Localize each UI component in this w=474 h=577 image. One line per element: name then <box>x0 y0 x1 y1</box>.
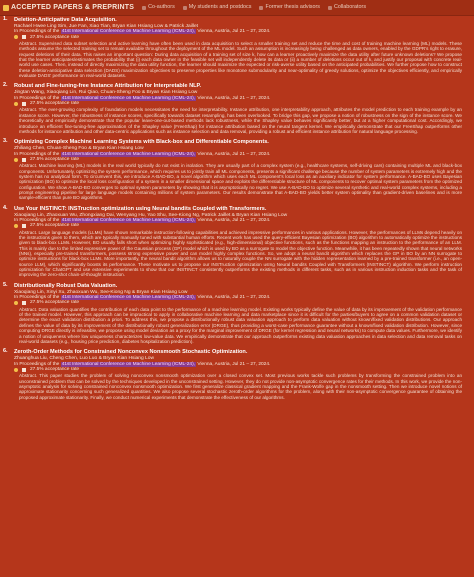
user-icon <box>259 6 263 10</box>
venue-link[interactable]: 41st International Conference on Machine Learning (ICML-24), <box>61 361 196 367</box>
tab-accepted-papers[interactable] <box>0 0 138 15</box>
link-icon[interactable] <box>14 224 18 228</box>
publication-authors: Jingtan Wang, Xiaoqiang Lin, Rui Qiao, Chuan-Sheng Foo & Bryan Kian Hsiang Low <box>14 90 198 96</box>
tab-students-label: My students and postdocs <box>188 3 252 10</box>
acceptance-rate: 27.5% acceptance rate <box>30 223 80 229</box>
venue-link[interactable]: 41st International Conference on Machine Learning (ICML-24), <box>61 95 196 101</box>
publication-abstract: Abstract. Large language models (LLMs) have shown remarkable instruction-following capabilities and achieved impressive performances in various applications. However, the performances of LLMs depend heavily on the instructions given to them, which are typically manually tuned with substantial human efforts. Recent work has used the query-efficient Bayesian optimization (BO) algorithm to automatically optimize the instructions given to black-box LLMs. However, BO usually falls short when optimizing highly sophisticated (e.g., high-dimensional) objective functions, such as the functions mapping an instruction to the performance of an LLM. This is mainly due to the limited expressive power of the Gaussian process (GP) model which is used by BO as a surrogate to model the objective function. Meanwhile, it has been repeatedly shown that neural networks (NNs), especially pre-trained transformers, possess strong expressive power and can model highly complex functions. So, we adopt a neural bandit algorithm which replaces the GP in BO by an NN surrogate to optimize instructions for black-box LLMs. More importantly, the neural bandit algorithm allows us to naturally couple the NN surrogate with the hidden representation learned by a pre-trained transformer (i.e., an open-source LLM), which significantly boosts its performance. These motivate us to propose our INSTruction optimization usIng Neural bandits Coupled with Transformers (INSTINCT) algorithm. We perform instruction optimization for ChatGPT and use extensive experiments to show that our INSTINCT consistently outperforms the existing methods in different tasks, such as in various instruction induction tasks and the task of improving the zero-shot chain-of-thought instruction. <box>19 229 463 278</box>
acceptance-rate: 27.5% acceptance rate <box>30 34 80 40</box>
publication-authors: Xiaoqiang Lin, Xinyi Xu, Zhaoxuan Wu, See-Kiong Ng & Bryan Kian Hsiang Low <box>14 289 188 295</box>
publication-meta <box>14 367 468 372</box>
publication-meta <box>14 223 468 228</box>
venue-prefix: In Proceedings of the <box>14 95 60 101</box>
venue-suffix: Vienna, Austria, Jul 21 – 27, 2024. <box>197 217 271 223</box>
publication-abstract: Abstract. The ever-growing complexity of foundation models necessitates the need for interpretability. Instance attribution, one interpretability approach, attributes the model prediction to each training example by an instance score. However, the robustness of instance scores, specifically towards dataset resampling, has been overlooked. To bridge this gap, we propose a notion of robustness on the sign of the instance score. We theoretically and empirically demonstrate that the popular leave-one-out-based methods lack robustness, while the Shapley value behaves significantly better, but at a higher computational cost. Accordingly, we introduce an efficient fine-tuning-free approximation of the Shapley value (FreeShap) for instance attribution based on the neural tangent kernel. We empirically demonstrate that our FreeShap outperforms other methods for instance attribution and other data-centric applications such as instance selection and data removal, providing a robust and efficient instance attribution for natural language processing. <box>19 107 462 134</box>
venue-link[interactable]: 41st International Conference on Machine Learning (ICML-24), <box>61 295 196 301</box>
publication-abstract: Abstract. Supervised data subset selection and active learning have often been used in data acquisition to select a smaller training set and reduce the time and cost of training machine learning (ML) models. These methods assume the selected training set to remain available throughout the deployment of the ML model. Such an assumption is increasingly being challenged as data owners, enabled by the GDPR's right to erasure, request deletions of their data. This raises an important question: During data acquisition of a training set of size k, how can a learner proactively maximize the data utility after future unknown deletions? We propose that the learner anticipates/estimates the probability that (i) each data owner in the feasible set will independently delete its data or (ii) a number of deletions occur out of k, and justify our proposal with concrete real-world use cases. Then, instead of directly maximizing the data utility function, the learner should maximize the expected or risk-averse utility based on the anticipated probabilities. We further propose how to construct these deletion-anticipative data selection (DADS) maximization objectives to preserve properties like monotone submodularity and near-optimality of greedy solutions, optimize the objectives efficiently, and empirically evaluate DADS' performance on real-world datasets. <box>19 41 462 79</box>
publication-meta <box>14 101 468 106</box>
publication-authors: Zhuanghua Liu, Cheng Chen, Luo Luo & Bryan Kian Hsiang Low <box>14 356 155 362</box>
publication-authors: Zhiliang Chen, Chuan-Sheng Foo & Bryan Kian Hsiang Low <box>14 146 144 152</box>
publication-item <box>0 206 474 283</box>
pdf-icon[interactable] <box>22 158 26 162</box>
tab-students[interactable] <box>179 0 256 15</box>
pdf-icon[interactable] <box>22 102 26 106</box>
tab-collaborators-label: Collaborators <box>333 3 367 10</box>
link-icon[interactable] <box>14 102 18 106</box>
link-icon[interactable] <box>14 301 18 305</box>
publication-title[interactable]: Deletion-Anticipative Data Acquisition. <box>14 17 117 23</box>
publication-meta <box>14 157 468 162</box>
pdf-icon[interactable] <box>22 35 26 39</box>
handshake-icon <box>328 6 332 10</box>
publication-abstract: Abstract. This paper studies the problem of solving nonconvex nonsmooth optimization over a closed convex set. Most previous works tackle such problems by transforming the constrained problem into an unconstrained problem that can be solved by the techniques developed in the unconstrained setting. However, they do not provide non-asymptotic convergence rates for their methods. In this work, we provide the non-asymptotic analysis for solving constrained nonconvex nonsmooth optimization. We first generalize classical gradient mapping and the Frank-Wolfe gap in the nonsmooth setting. Then we introduce novel notions of approximate stationarity concerning such generalized quantities. We also propose several stochastic zeroth-order algorithms for the problem, along with their non-asymptotic convergence guarantee of obtaining the proposed approximate stationarity. Finally, we conduct numerical experiments that demonstrate the effectiveness of our algorithms. <box>19 373 462 400</box>
venue-prefix: In Proceedings of the <box>14 361 60 367</box>
graduation-cap-icon <box>183 6 187 10</box>
tab-advisors[interactable] <box>255 0 324 15</box>
venue-prefix: In Proceedings of the <box>14 29 60 35</box>
publication-authors: Xiaoqiang Lin, Zhaoxuan Wu, Zhongxiang Dai, Wenyang Hu, Yao Shu, See-Kiong Ng, Patrick Jaillet & Bryan Kian Hsiang Low <box>14 212 288 218</box>
venue-link[interactable]: 41st International Conference on Machine Learning (ICML-24), <box>61 217 196 223</box>
link-icon[interactable] <box>14 158 18 162</box>
venue-link[interactable]: 41st International Conference on Machine Learning (ICML-24), <box>61 29 196 35</box>
venue-suffix: Vienna, Austria, Jul 21 – 27, 2024. <box>197 361 271 367</box>
publication-title[interactable]: Distributionally Robust Data Valuation. <box>14 282 118 289</box>
tab-co-authors[interactable] <box>138 0 179 15</box>
venue-suffix: Vienna, Austria, Jul 21 – 27, 2024. <box>197 29 271 35</box>
publication-abstract: Abstract. Machine learning (ML) models in the real world typically do not exist in isolation. They are usually part of a complex system (e.g., healthcare systems, self-driving cars) containing multiple ML and black-box components. Unfortunately, optimizing the system performance, which requires us to jointly train all ML components, presents a significant challenge because the number of system parameters is extremely high and the system has no analytical form. To circumvent this, we introduce A-BAD-BO, a novel algorithm which uses each ML component's local loss as an auxiliary indicator for system performance. A-BAD-BO uses Bayesian optimization (BO) to optimize the local loss configuration of a system in a smaller dimensional space and exploits the differentiable structure of ML components to recover optimal system parameters from the optimized configuration. We show A-BAD-BO converges to optimal system parameters by showing that it is asymptotically no regret. We use A-BAD-BO to optimize several synthetic and real-world complex systems, including a prompt engineering pipeline for large language models containing millions of system parameters. Our results demonstrate that A-BAD-BO yields better system optimality than gradient-driven baselines and is more sample-efficient than pure BO algorithms. <box>19 163 462 201</box>
publication-title[interactable]: Zeroth-Order Methods for Constrained Nonconvex Nonsmooth Stochastic Optimization. <box>14 349 248 356</box>
venue-suffix: Vienna, Austria, Jul 21 – 27, 2024. <box>197 151 271 157</box>
publication-number: 6. <box>3 348 8 355</box>
publication-number: 4. <box>3 204 8 211</box>
publication-title[interactable]: Use Your INSTINCT: INSTruction optimization usIng Neural bandits Coupled with Transformers. <box>14 205 267 212</box>
people-icon <box>142 6 146 10</box>
acceptance-rate: 27.5% acceptance rate <box>30 156 80 162</box>
publication-title[interactable]: Robust and Fine-tuning-free Instance Attribution for Interpretable NLP. <box>14 83 202 90</box>
venue-prefix: In Proceedings of the <box>14 295 60 301</box>
pdf-icon[interactable] <box>22 368 26 372</box>
publication-number: 1. <box>3 16 8 22</box>
publication-spacer <box>14 400 468 405</box>
venue-prefix: In Proceedings of the <box>14 151 60 157</box>
publication-number: 3. <box>3 138 8 145</box>
tab-accepted-papers-label: ACCEPTED PAPERS & PREPRINTS <box>11 3 135 11</box>
publication-number: 5. <box>3 281 8 288</box>
publication-item <box>0 83 474 139</box>
venue-prefix: In Proceedings of the <box>14 217 60 223</box>
publication-item <box>0 349 474 405</box>
publication-authors: Rachael Hwee Ling Sim, Jue Fan, Xiao Tian, Bryan Kian Hsiang Low & Patrick Jaillet <box>14 24 199 29</box>
pdf-icon[interactable] <box>22 224 26 228</box>
top-nav-bar <box>0 0 474 16</box>
venue-suffix: Vienna, Austria, Jul 21 – 27, 2024. <box>197 295 271 301</box>
publication-item <box>0 283 474 349</box>
link-icon[interactable] <box>14 35 18 39</box>
pdf-icon[interactable] <box>22 301 26 305</box>
publication-meta <box>14 300 468 305</box>
venue-link[interactable]: 41st International Conference on Machine Learning (ICML-24), <box>61 151 196 157</box>
publication-title[interactable]: Optimizing Complex Machine Learning Systems with Black-box and Differentiable Components. <box>14 139 269 146</box>
publication-number: 2. <box>3 82 8 89</box>
acceptance-rate: 27.5% acceptance rate <box>30 366 80 372</box>
tab-co-authors-label: Co-authors <box>148 3 175 10</box>
acceptance-rate: 27.5% acceptance rate <box>30 101 80 107</box>
publication-meta <box>14 35 468 40</box>
tab-collaborators[interactable] <box>324 0 370 15</box>
venue-suffix: Vienna, Austria, Jul 21 – 27, 2024. <box>197 95 271 101</box>
tab-advisors-label: Former thesis advisors <box>265 3 320 10</box>
publication-list <box>0 17 474 405</box>
publication-abstract: Abstract. Data valuation quantifies the contribution of each data point to the performance of a machine learning model. Existing works typically define the value of data by its improvement of the validation performance of the trained model. However, this approach can be impractical to apply in collaborative machine learning and data marketplace since it is difficult for the parties/buyers to agree on a common validation dataset or determine the exact validation distribution a priori. To address this, we propose a distributionally robust data valuation approach to perform data valuation without known/fixed validation distributions. Our approach defines the value of data by its improvement of the distributionally robust generalization error (DRGE), thus providing a worst-case performance guarantee without a known/fixed validation distribution. However, since computing DRGE directly is infeasible, we propose using model deviation as a proxy for the marginal improvement of DRGE (for kernel regression and neural networks) to compute data values. Furthermore, we identify a notion of uniqueness where low uniqueness characterizes low-value data. We empirically demonstrate that our approach outperforms existing data valuation approaches in data selection and data removal tasks on real-world datasets (e.g., housing price prediction, diabetes hospitalization prediction). <box>19 306 462 344</box>
publication-item <box>0 139 474 205</box>
acceptance-rate: 27.5% acceptance rate <box>30 300 80 306</box>
document-icon <box>3 5 9 11</box>
publication-item <box>0 17 474 83</box>
link-icon[interactable] <box>14 368 18 372</box>
